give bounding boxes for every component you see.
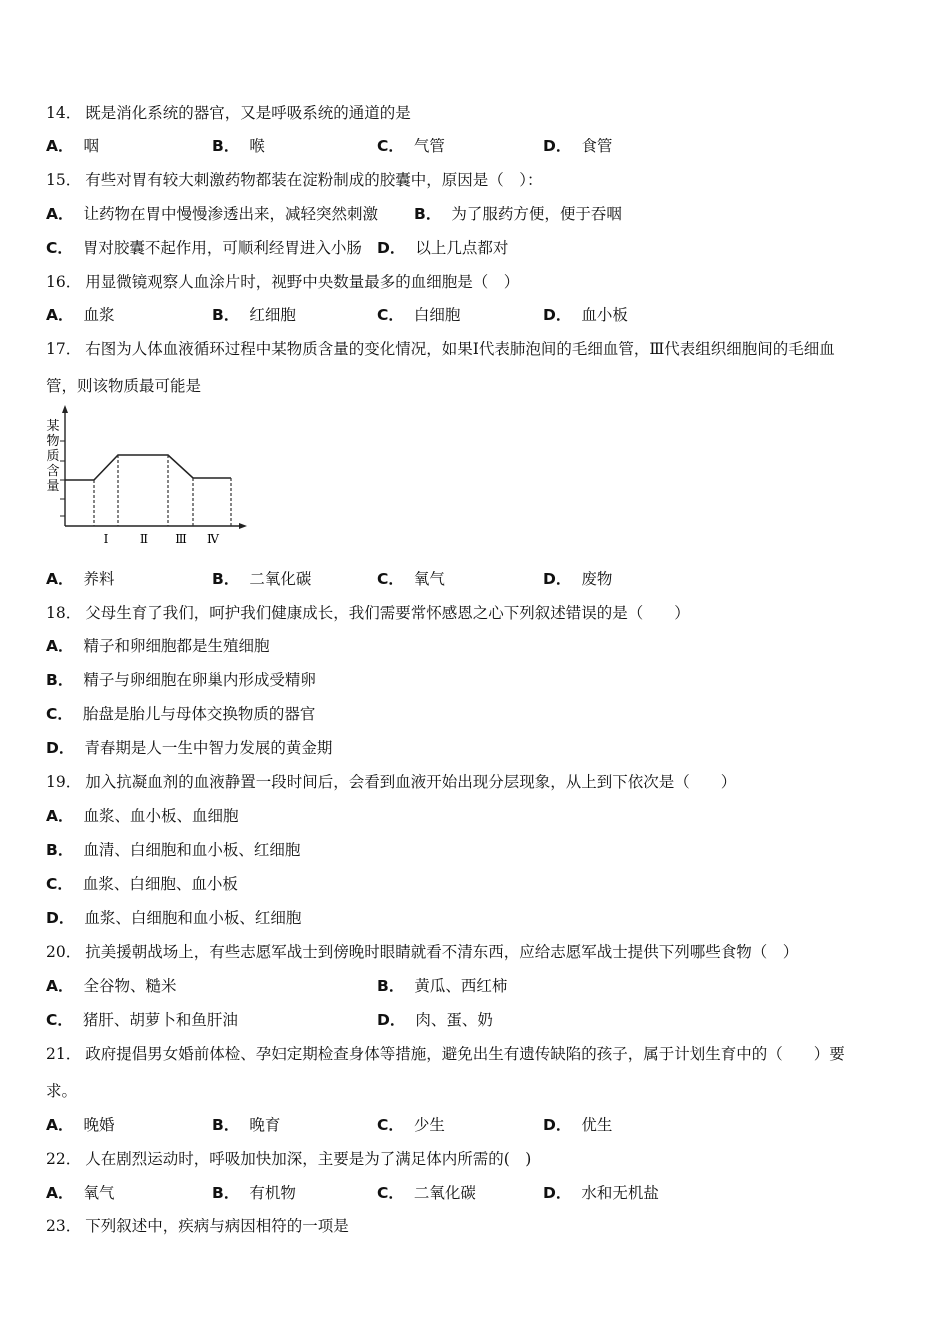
q16-option-a[interactable]: A． 血浆 — [46, 306, 115, 324]
q20-option-c[interactable]: C． 猪肝、胡萝卜和鱼肝油 — [46, 1011, 238, 1029]
q16-option-d[interactable]: D． 血小板 — [543, 306, 628, 324]
question-18-stem: 18． 父母生育了我们，呵护我们健康成长，我们需要常怀感恩之心下列叙述错误的是（ ） — [46, 604, 690, 622]
q15-option-d[interactable]: D． 以上几点都对 — [377, 239, 509, 257]
question-17-stem-line2: 管，则该物质最可能是 — [46, 377, 202, 395]
q16-option-c[interactable]: C． 白细胞 — [377, 306, 461, 324]
q17-option-b[interactable]: B． 二氧化碳 — [212, 570, 312, 588]
q16-option-b[interactable]: B． 红细胞 — [212, 306, 296, 324]
q18-option-d[interactable]: D． 青春期是人一生中智力发展的黄金期 — [46, 739, 333, 757]
x-tick-label: Ⅰ — [103, 532, 109, 546]
q19-option-d[interactable]: D． 血浆、白细胞和血小板、红细胞 — [46, 909, 302, 927]
q14-option-d[interactable]: D． 食管 — [543, 137, 613, 155]
q21-option-d[interactable]: D． 优生 — [543, 1116, 613, 1134]
question-21-stem-line2: 求。 — [46, 1082, 78, 1100]
x-tick-label: Ⅲ — [175, 532, 187, 546]
q18-option-a[interactable]: A． 精子和卵细胞都是生殖细胞 — [46, 637, 270, 655]
x-tick-label: Ⅳ — [207, 532, 219, 546]
q20-option-b[interactable]: B． 黄瓜、西红柿 — [377, 977, 508, 995]
q21-option-b[interactable]: B． 晚育 — [212, 1116, 281, 1134]
q17-option-d[interactable]: D． 废物 — [543, 570, 613, 588]
question-14-stem: 14． 既是消化系统的器官，又是呼吸系统的通道的是 — [46, 104, 411, 122]
q15-option-b[interactable]: B． 为了服药方便，便于吞咽 — [414, 205, 622, 223]
q18-option-b[interactable]: B． 精子与卵细胞在卵巢内形成受精卵 — [46, 671, 316, 689]
q22-option-d[interactable]: D． 水和无机盐 — [543, 1184, 659, 1202]
q17-option-a[interactable]: A． 养料 — [46, 570, 115, 588]
y-axis-label-char: 含 — [46, 464, 60, 479]
q14-option-a[interactable]: A． 咽 — [46, 137, 100, 155]
question-16-stem: 16． 用显微镜观察人血涂片时，视野中央数量最多的血细胞是（ ） — [46, 273, 520, 291]
question-20-stem: 20． 抗美援朝战场上，有些志愿军战士到傍晚时眼睛就看不清东西，应给志愿军战士提供下列哪些食物（ ） — [46, 943, 799, 961]
question-19-stem: 19． 加入抗凝血剂的血液静置一段时间后，会看到血液开始出现分层现象，从上到下依次是（ ） — [46, 773, 737, 791]
q18-option-c[interactable]: C． 胎盘是胎儿与母体交换物质的器官 — [46, 705, 316, 723]
question-17-stem-line1: 17． 右图为人体血液循环过程中某物质含量的变化情况，如果Ⅰ代表肺泡间的毛细血管，Ⅲ代表组织细胞间的毛细血 — [46, 340, 835, 358]
x-axis-arrow — [239, 523, 247, 529]
q19-option-c[interactable]: C． 血浆、白细胞、血小板 — [46, 875, 238, 893]
q17-option-c[interactable]: C． 氧气 — [377, 570, 445, 588]
q15-option-a[interactable]: A． 让药物在胃中慢慢渗透出来，减轻突然刺激 — [46, 205, 379, 223]
y-axis-label-char: 质 — [46, 449, 60, 464]
question-15-stem: 15． 有些对胃有较大刺激药物都装在淀粉制成的胶囊中，原因是（ ）： — [46, 171, 543, 189]
q20-option-d[interactable]: D． 肉、蛋、奶 — [377, 1011, 493, 1029]
q17-figure — [38, 402, 258, 552]
q21-option-a[interactable]: A． 晚婚 — [46, 1116, 115, 1134]
q19-option-b[interactable]: B． 血清、白细胞和血小板、红细胞 — [46, 841, 301, 859]
y-axis-label-char: 量 — [46, 479, 60, 494]
q21-option-c[interactable]: C． 少生 — [377, 1116, 445, 1134]
question-22-stem: 22． 人在剧烈运动时，呼吸加快加深，主要是为了满足体内所需的( ) — [46, 1150, 532, 1168]
q22-option-a[interactable]: A． 氧气 — [46, 1184, 115, 1202]
y-axis-label-char: 某 — [46, 419, 60, 434]
q22-option-c[interactable]: C． 二氧化碳 — [377, 1184, 476, 1202]
question-23-stem: 23． 下列叙述中，疾病与病因相符的一项是 — [46, 1217, 349, 1235]
content-curve — [65, 455, 231, 480]
q15-option-c[interactable]: C． 胃对胶囊不起作用，可顺利经胃进入小肠 — [46, 239, 362, 257]
y-axis-arrow — [62, 405, 68, 413]
q20-option-a[interactable]: A． 全谷物、糙米 — [46, 977, 177, 995]
question-21-stem-line1: 21． 政府提倡男女婚前体检、孕妇定期检查身体等措施，避免出生有遗传缺陷的孩子，属于计划生育中的（ ）要 — [46, 1045, 845, 1063]
q22-option-b[interactable]: B． 有机物 — [212, 1184, 296, 1202]
q14-option-b[interactable]: B． 喉 — [212, 137, 265, 155]
q19-option-a[interactable]: A． 血浆、血小板、血细胞 — [46, 807, 239, 825]
y-axis-label-char: 物 — [46, 434, 60, 449]
x-tick-label: Ⅱ — [139, 532, 149, 546]
q14-option-c[interactable]: C． 气管 — [377, 137, 445, 155]
